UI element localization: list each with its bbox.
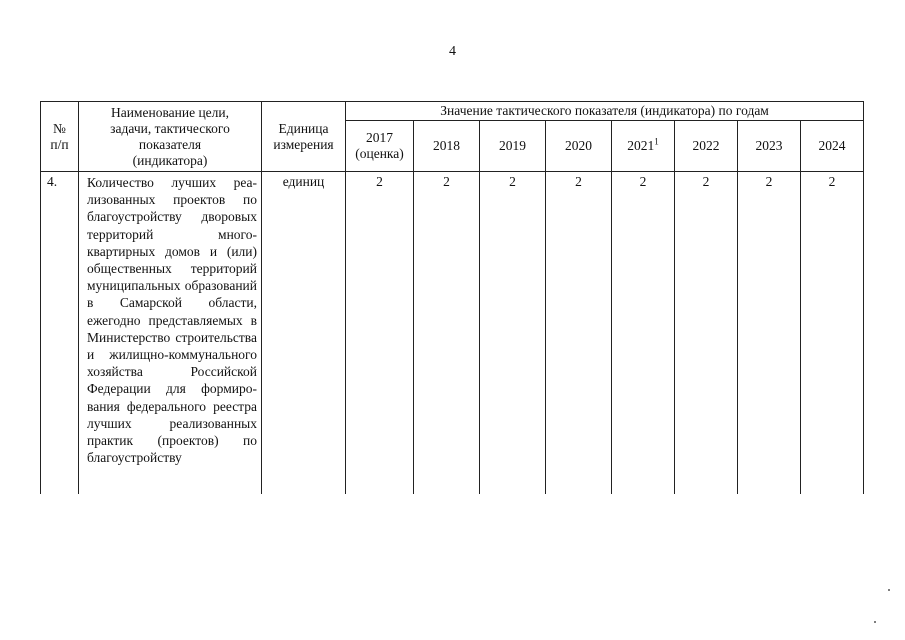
indicators-table — [40, 101, 864, 494]
header-name: Наименование цели, задачи, тактического показателя (индикатора) — [79, 102, 262, 172]
scan-artifact — [874, 621, 876, 623]
row-value-2022: 2 — [675, 172, 738, 495]
row-value-2020: 2 — [546, 172, 612, 495]
header-year-2017: 2017 (оценка) — [346, 121, 414, 172]
row-value-2023: 2 — [738, 172, 801, 495]
page-number: 4 — [449, 44, 456, 59]
header-values-group: Значение тактического показателя (индикатора) по годам — [346, 102, 864, 121]
row-value-2021: 2 — [612, 172, 675, 495]
row-value-2018: 2 — [414, 172, 480, 495]
row-num: 4. — [41, 172, 79, 495]
row-value-2024: 2 — [801, 172, 864, 495]
header-year-2021: 2021$^1$ — [612, 121, 675, 172]
row-unit: единиц — [262, 172, 346, 495]
header-year-2018: 2018 — [414, 121, 480, 172]
header-year-2020: 2020 — [546, 121, 612, 172]
header-year-2019: 2019 — [480, 121, 546, 172]
header-year-2024: 2024 — [801, 121, 864, 172]
header-year-2023: 2023 — [738, 121, 801, 172]
header-row-group — [41, 102, 864, 121]
row-indicator-name: Количество лучших реализованных проектов по благоустройству дворовых территорий многоквартирных домов и (или) общественных территорий муниципальных образований в Самарской области, ежегодно представляемых в Министерство строительства и жилищно-коммунального хозяйства Российской Федерации для формирования федерального реестра лучших реализованных практик (проектов) по благоустройству — [79, 172, 262, 495]
row-value-2019: 2 — [480, 172, 546, 495]
header-unit: Единица измерения — [262, 102, 346, 172]
header-year-2022: 2022 — [675, 121, 738, 172]
row-value-2017: 2 — [346, 172, 414, 495]
footnote-marker: 1 — [654, 136, 659, 147]
header-num: № п/п — [41, 102, 79, 172]
table-row — [41, 172, 864, 495]
scan-artifact — [888, 589, 890, 591]
